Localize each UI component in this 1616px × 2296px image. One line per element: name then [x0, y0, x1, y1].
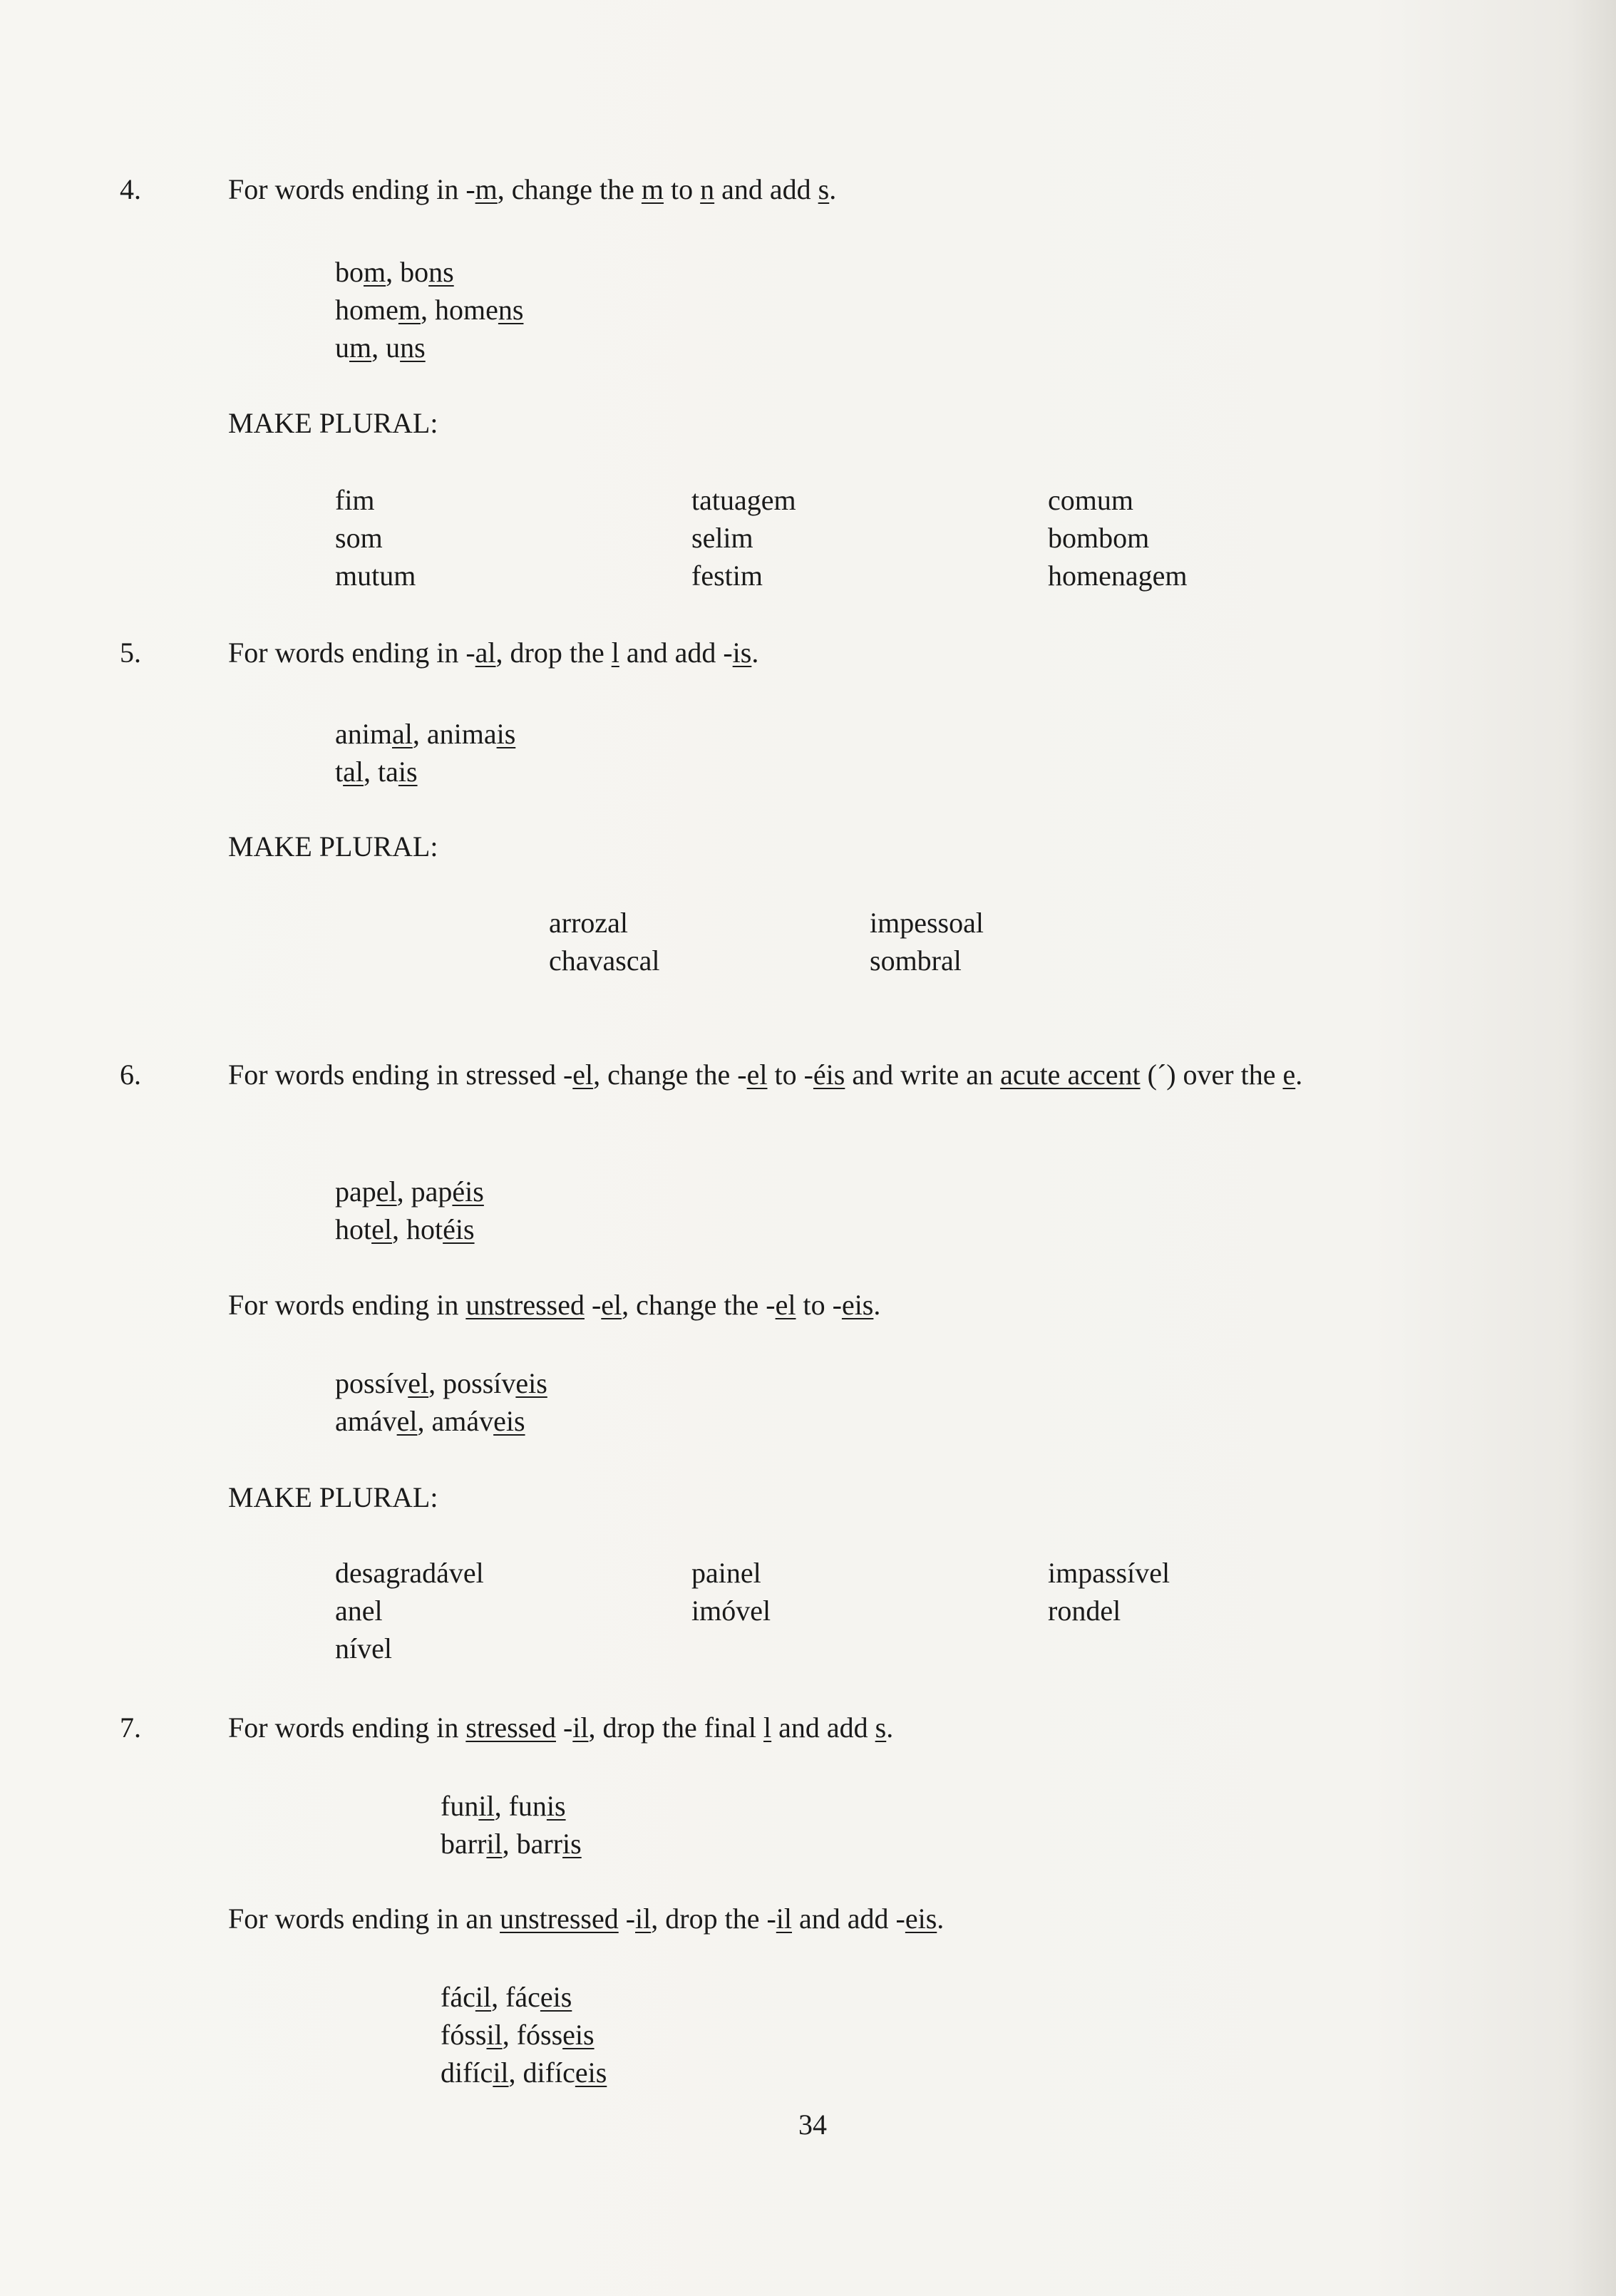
example-item: funil, funis [441, 1790, 566, 1822]
example-item: papel, papéis [335, 1175, 484, 1208]
example-list [335, 715, 515, 791]
example-list [335, 1364, 547, 1440]
exercise-word: festim [691, 560, 763, 592]
exercise-column [1048, 481, 1188, 594]
exercise-word: chavascal [549, 944, 660, 977]
make-plural-heading: MAKE PLURAL: [228, 1481, 438, 1513]
exercise-word: impessoal [870, 907, 984, 939]
example-item: homem, homens [335, 294, 524, 326]
example-item: tal, tais [335, 756, 418, 788]
exercise-column [335, 481, 416, 594]
example-item: hotel, hotéis [335, 1213, 475, 1245]
make-plural-heading: MAKE PLURAL: [228, 407, 438, 439]
exercise-word: nível [335, 1632, 392, 1664]
make-plural-heading: MAKE PLURAL: [228, 830, 438, 863]
example-item: bom, bons [335, 256, 454, 288]
exercise-word: homenagem [1048, 560, 1188, 592]
exercise-word: fim [335, 484, 375, 516]
section-instruction: For words ending in -m, change the m to n and add s. [228, 173, 837, 205]
example-item: possível, possíveis [335, 1367, 547, 1399]
exercise-word: imóvel [691, 1595, 771, 1627]
example-list [335, 253, 523, 366]
example-list [441, 1787, 582, 1863]
example-item: amável, amáveis [335, 1405, 525, 1437]
exercise-word: anel [335, 1595, 383, 1627]
section-instruction: For words ending in unstressed -el, change the -el to -eis. [228, 1289, 881, 1321]
section-number: 4. [120, 173, 141, 205]
exercise-word: bombom [1048, 522, 1150, 554]
section-number: 7. [120, 1711, 141, 1744]
section-instruction: For words ending in an unstressed -il, drop the -il and add -eis. [228, 1903, 945, 1935]
example-item: um, uns [335, 331, 426, 364]
exercise-column [691, 1554, 771, 1630]
exercise-word: painel [691, 1557, 761, 1589]
exercise-column [870, 904, 984, 979]
exercise-word: impassível [1048, 1557, 1170, 1589]
exercise-column [549, 904, 659, 979]
exercise-column [691, 481, 796, 594]
exercise-word: tatuagem [691, 484, 796, 516]
example-item: animal, animais [335, 718, 516, 750]
example-item: fóssil, fósseis [441, 2019, 595, 2051]
example-item: fácil, fáceis [441, 1981, 572, 2013]
section-number: 6. [120, 1059, 141, 1091]
exercise-column [1048, 1554, 1170, 1630]
exercise-word: sombral [870, 944, 962, 977]
exercise-column [335, 1554, 484, 1667]
section-instruction: For words ending in stressed -el, change the -el to -éis and write an acute accent (´) over the e. [228, 1059, 1303, 1091]
example-list [335, 1173, 484, 1248]
exercise-word: comum [1048, 484, 1133, 516]
section-instruction: For words ending in -al, drop the l and add -is. [228, 637, 759, 669]
exercise-word: rondel [1048, 1595, 1121, 1627]
exercise-word: som [335, 522, 383, 554]
exercise-word: selim [691, 522, 753, 554]
section-instruction: For words ending in stressed -il, drop the final l and add s. [228, 1711, 894, 1744]
example-list [441, 1978, 607, 2091]
section-number: 5. [120, 637, 141, 669]
exercise-word: mutum [335, 560, 416, 592]
exercise-word: desagradável [335, 1557, 484, 1589]
example-item: difícil, difíceis [441, 2056, 607, 2089]
page-number: 34 [798, 2109, 827, 2141]
example-item: barril, barris [441, 1828, 582, 1860]
exercise-word: arrozal [549, 907, 629, 939]
